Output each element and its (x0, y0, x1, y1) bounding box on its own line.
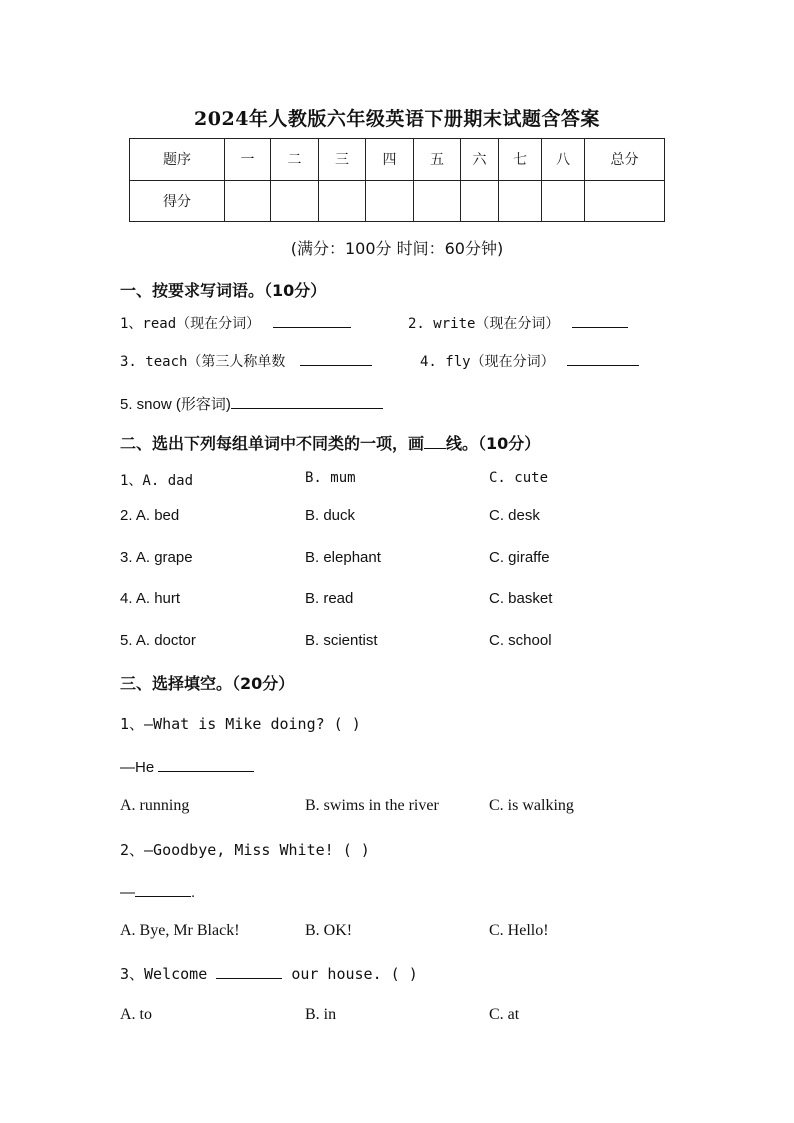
s3-q2-question: 2、—Goodbye, Miss White! ( ) (120, 841, 370, 859)
s3-q2-option-a: A. Bye, Mr Black! (120, 922, 240, 939)
s3-q1-option-c: C. is walking (489, 797, 574, 814)
s3-q1-blank[interactable] (158, 757, 254, 772)
section1-heading: 一、按要求写词语。（10分） (120, 281, 327, 300)
score-header-cell: 六 (461, 139, 499, 181)
s3-q2-answer-suffix: . (191, 884, 196, 901)
s2-row-3-b: B. elephant (305, 549, 381, 566)
score-table-score-row (130, 180, 665, 222)
score-header-cell: 七 (499, 139, 542, 181)
s1-item-3-blank[interactable] (300, 351, 372, 366)
score-header-cell: 一 (225, 139, 271, 181)
score-header-cell: 总分 (585, 139, 665, 181)
s3-q1-question: 1、—What is Mike doing? ( ) (120, 715, 361, 733)
s1-item-5-blank[interactable] (231, 394, 383, 409)
s3-q3-option-c: C. at (489, 1006, 520, 1023)
score-header-cell: 八 (542, 139, 585, 181)
s2-row-1-b: B. mum (305, 470, 356, 486)
score-cell[interactable] (499, 180, 542, 222)
s2-row-4-c: C. basket (489, 590, 553, 607)
s1-item-4-text: 4. fly（现在分词） (420, 354, 555, 370)
s3-q3-option-a: A. to (120, 1006, 152, 1023)
s2-row-2-c: C. desk (489, 507, 540, 524)
underline-mark (424, 434, 446, 449)
s3-q3-question (120, 963, 418, 984)
score-header-cell: 三 (319, 139, 366, 181)
s1-item-5 (120, 393, 383, 414)
score-header-cell: 五 (414, 139, 461, 181)
s1-item-2-text: 2. write（现在分词） (408, 316, 560, 332)
s1-item-3 (120, 351, 372, 371)
s3-q2-blank[interactable] (135, 882, 191, 897)
s2-row-5-a: 5. A. doctor (120, 632, 196, 649)
score-cell[interactable] (366, 180, 414, 222)
score-cell[interactable] (319, 180, 366, 222)
s1-item-2-blank[interactable] (572, 313, 628, 328)
score-cell[interactable] (271, 180, 319, 222)
s3-q1-option-a: A. running (120, 797, 190, 814)
score-table-header-row (130, 139, 665, 181)
s1-item-3-text: 3. teach（第三人称单数 (120, 354, 286, 370)
s3-q2-option-c: C. Hello! (489, 922, 549, 939)
section2-heading-part1: 二、选出下列每组单词中不同类的一项，画 (120, 434, 425, 453)
section2-heading-part2: 线。（10分） (446, 434, 541, 453)
score-cell[interactable] (585, 180, 665, 222)
score-table (129, 138, 665, 222)
s3-q3-option-b: B. in (305, 1006, 337, 1023)
page-title: 2024年人教版六年级英语下册期末试题含答案 (194, 108, 600, 130)
s3-q3-question-part2: our house. ( ) (291, 965, 418, 983)
s2-row-5-b: B. scientist (305, 632, 378, 649)
s1-item-1 (120, 313, 351, 333)
score-row-label: 得分 (130, 180, 225, 222)
s3-q1-option-b: B. swims in the river (305, 797, 439, 814)
s3-q1-answer-line (120, 757, 254, 776)
s1-item-2 (408, 313, 628, 333)
score-header-cell: 二 (271, 139, 319, 181)
score-cell[interactable] (461, 180, 499, 222)
s3-q1-answer-prefix: —He (120, 759, 155, 776)
s3-q2-answer-prefix: — (120, 884, 135, 901)
s2-row-2-b: B. duck (305, 507, 356, 524)
s3-q2-answer-line (120, 882, 195, 901)
score-cell[interactable] (225, 180, 271, 222)
s2-row-3-c: C. giraffe (489, 549, 550, 566)
score-header-cell: 题序 (130, 139, 225, 181)
s3-q3-blank[interactable] (216, 964, 282, 979)
score-cell[interactable] (542, 180, 585, 222)
score-header-cell: 四 (366, 139, 414, 181)
s2-row-2-a: 2. A. bed (120, 507, 180, 524)
s1-item-5-text: 5. snow (形容词) (120, 396, 231, 413)
s3-q2-option-b: B. OK! (305, 922, 353, 939)
section2-heading (120, 431, 540, 454)
s2-row-4-b: B. read (305, 590, 354, 607)
s3-q3-question-part1: 3、Welcome (120, 965, 208, 983)
s1-item-4-blank[interactable] (567, 351, 639, 366)
s2-row-5-c: C. school (489, 632, 552, 649)
s2-row-1-c: C. cute (489, 470, 549, 486)
s2-row-1-a: 1、A. dad (120, 473, 194, 489)
exam-info: (满分：100分 时间：60分钟) (290, 239, 504, 258)
section3-heading: 三、选择填空。（20分） (120, 674, 295, 693)
s2-row-4-a: 4. A. hurt (120, 590, 181, 607)
s1-item-4 (420, 351, 639, 371)
s1-item-1-blank[interactable] (273, 313, 351, 328)
s2-row-3-a: 3. A. grape (120, 549, 193, 566)
score-cell[interactable] (414, 180, 461, 222)
s1-item-1-text: 1、read（现在分词） (120, 316, 261, 332)
